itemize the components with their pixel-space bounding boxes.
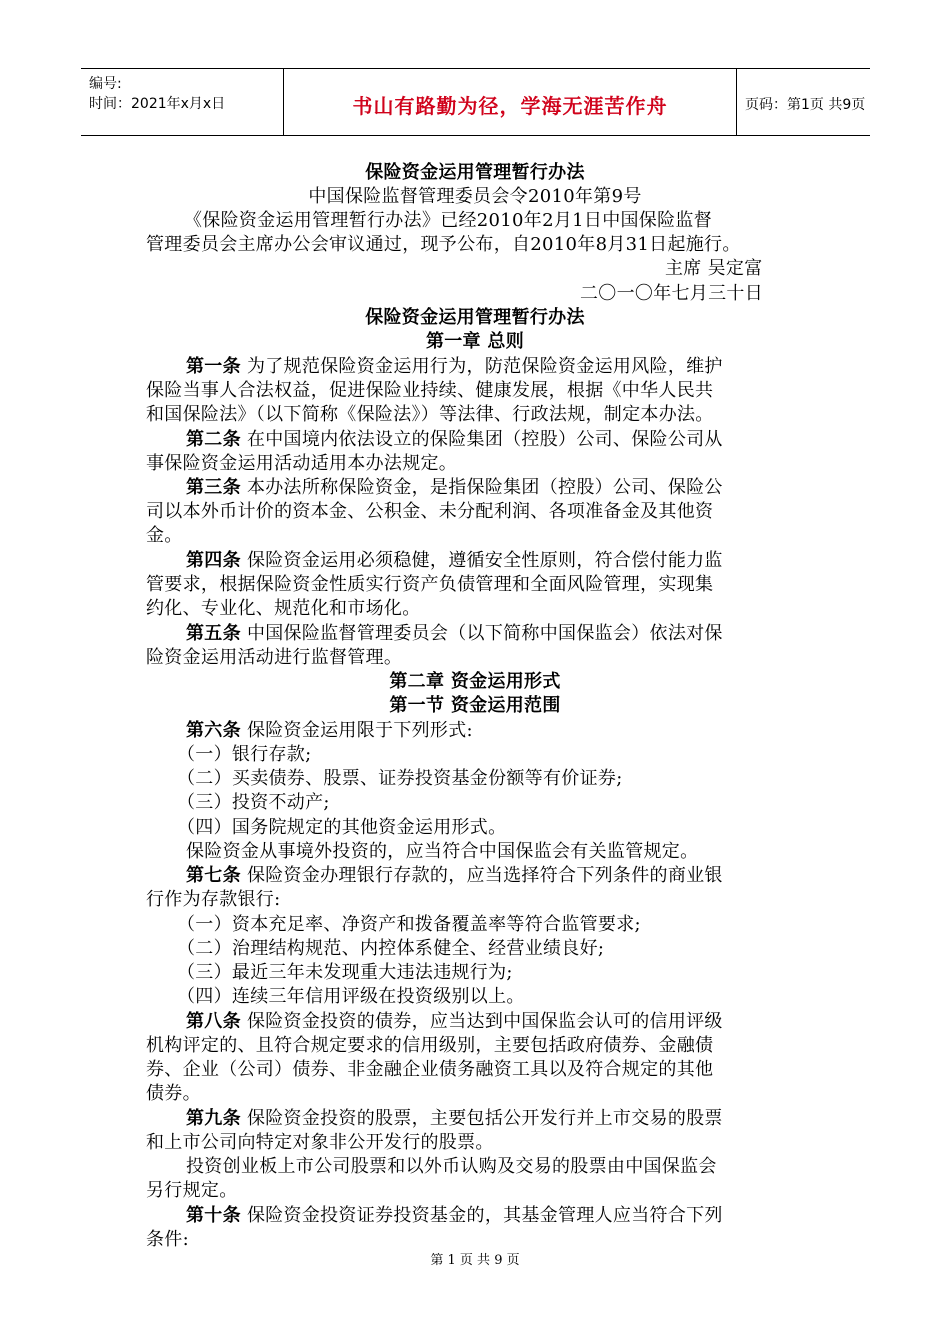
article-text: 约化、专业化、规范化和市场化。 <box>146 598 421 619</box>
article-text: 机构评定的、且符合规定要求的信用级别，主要包括政府债券、金融债 <box>146 1035 714 1056</box>
preface-line: 管理委员会主席办公会审议通过，现予公布，自2010年8月31日起施行。 <box>146 234 741 255</box>
article-text: 条件: <box>146 1229 189 1250</box>
article-number: 第八条 <box>186 1011 241 1032</box>
article-text: 保险资金办理银行存款的，应当选择符合下列条件的商业银 <box>246 865 723 886</box>
doc-title-repeat: 保险资金运用管理暂行办法 <box>365 307 585 328</box>
article-number: 第七条 <box>186 865 241 886</box>
section-heading: 第一节 资金运用范围 <box>389 695 561 716</box>
article-note: 投资创业板上市公司股票和以外币认购及交易的股票由中国保监会 <box>186 1156 717 1177</box>
article-text: 中国保险监督管理委员会（以下简称中国保监会）依法对保 <box>246 623 723 644</box>
header-page-cell <box>737 69 870 135</box>
list-item: （三）最近三年未发现重大违法违规行为; <box>177 962 513 983</box>
header-left-cell <box>81 69 283 135</box>
article-line <box>186 1010 723 1034</box>
article-line <box>186 864 723 888</box>
article-number: 第十条 <box>186 1205 241 1226</box>
article-line <box>186 355 723 379</box>
time-label: 时间：2021年x月x日 <box>89 96 226 112</box>
article-text: 保险资金运用必须稳健，遵循安全性原则，符合偿付能力监 <box>246 550 723 571</box>
article-text: 债券。 <box>146 1083 201 1104</box>
list-item: （一）银行存款; <box>177 744 312 765</box>
doc-title: 保险资金运用管理暂行办法 <box>365 162 585 183</box>
article-text: 券、企业（公司）债券、非金融企业债务融资工具以及符合规定的其他 <box>146 1059 714 1080</box>
article-number: 第六条 <box>186 720 241 741</box>
chapter-heading: 第二章 资金运用形式 <box>389 671 561 692</box>
article-note: 保险资金从事境外投资的，应当符合中国保监会有关监管规定。 <box>186 841 699 862</box>
article-number: 第一条 <box>186 356 241 377</box>
article-text: 保险资金运用限于下列形式: <box>246 720 473 741</box>
article-text: 为了规范保险资金运用行为，防范保险资金运用风险，维护 <box>246 356 723 377</box>
page-header <box>81 68 870 136</box>
article-number: 第四条 <box>186 550 241 571</box>
article-text: 本办法所称保险资金，是指保险集团（控股）公司、保险公 <box>246 477 723 498</box>
article-line <box>186 719 473 743</box>
article-text: 险资金运用活动进行监督管理。 <box>146 647 403 668</box>
list-item: （一）资本充足率、净资产和拨备覆盖率等符合监管要求; <box>177 914 641 935</box>
list-item: （二）治理结构规范、内控体系健全、经营业绩良好; <box>177 938 605 959</box>
page-info: 页码：第1页 共9页 <box>745 97 866 113</box>
article-number: 第五条 <box>186 623 241 644</box>
article-line <box>186 428 723 452</box>
date-line: 二〇一〇年七月三十日 <box>580 283 763 304</box>
article-text: 保险资金投资证券投资基金的，其基金管理人应当符合下列 <box>246 1205 723 1226</box>
header-motto-cell <box>283 69 737 135</box>
article-text: 在中国境内依法设立的保险集团（控股）公司、保险公司从 <box>246 429 723 450</box>
article-line <box>186 622 723 646</box>
list-item: （二）买卖债券、股票、证券投资基金份额等有价证券; <box>177 768 623 789</box>
article-number: 第九条 <box>186 1108 241 1129</box>
list-item: （四）国务院规定的其他资金运用形式。 <box>177 817 507 838</box>
motto-text: 书山有路勤为径，学海无涯苦作舟 <box>352 94 668 118</box>
article-text: 保险资金投资的股票，主要包括公开发行并上市交易的股票 <box>246 1108 723 1129</box>
article-line <box>186 1107 723 1131</box>
article-text: 行作为存款银行: <box>146 889 281 910</box>
decree-line: 中国保险监督管理委员会令2010年第9号 <box>308 186 642 207</box>
article-note: 另行规定。 <box>146 1180 238 1201</box>
preface-line: 《保险资金运用管理暂行办法》已经2010年2月1日中国保险监督 <box>184 210 713 231</box>
article-text: 保险当事人合法权益，促进保险业持续、健康发展，根据《中华人民共 <box>146 380 714 401</box>
article-number: 第三条 <box>186 477 241 498</box>
article-line <box>186 476 723 500</box>
article-line <box>186 1204 723 1228</box>
article-text: 金。 <box>146 525 183 546</box>
signer-line: 主席 吴定富 <box>665 258 763 279</box>
article-text: 管要求，根据保险资金性质实行资产负债管理和全面风险管理，实现集 <box>146 574 714 595</box>
list-item: （三）投资不动产; <box>177 792 330 813</box>
article-line <box>186 549 723 573</box>
article-text: 保险资金投资的债券，应当达到中国保监会认可的信用评级 <box>246 1011 723 1032</box>
article-text: 事保险资金运用活动适用本办法规定。 <box>146 453 458 474</box>
article-number: 第二条 <box>186 429 241 450</box>
article-text: 和上市公司向特定对象非公开发行的股票。 <box>146 1132 494 1153</box>
chapter-heading: 第一章 总则 <box>425 331 525 352</box>
article-text: 司以本外币计价的资本金、公积金、未分配利润、各项准备金及其他资 <box>146 501 714 522</box>
page-footer: 第 1 页 共 9 页 <box>430 1253 520 1268</box>
article-text: 和国保险法》（以下简称《保险法》）等法律、行政法规，制定本办法。 <box>146 404 714 425</box>
code-label: 编号: <box>89 76 122 92</box>
list-item: （四）连续三年信用评级在投资级别以上。 <box>177 986 525 1007</box>
